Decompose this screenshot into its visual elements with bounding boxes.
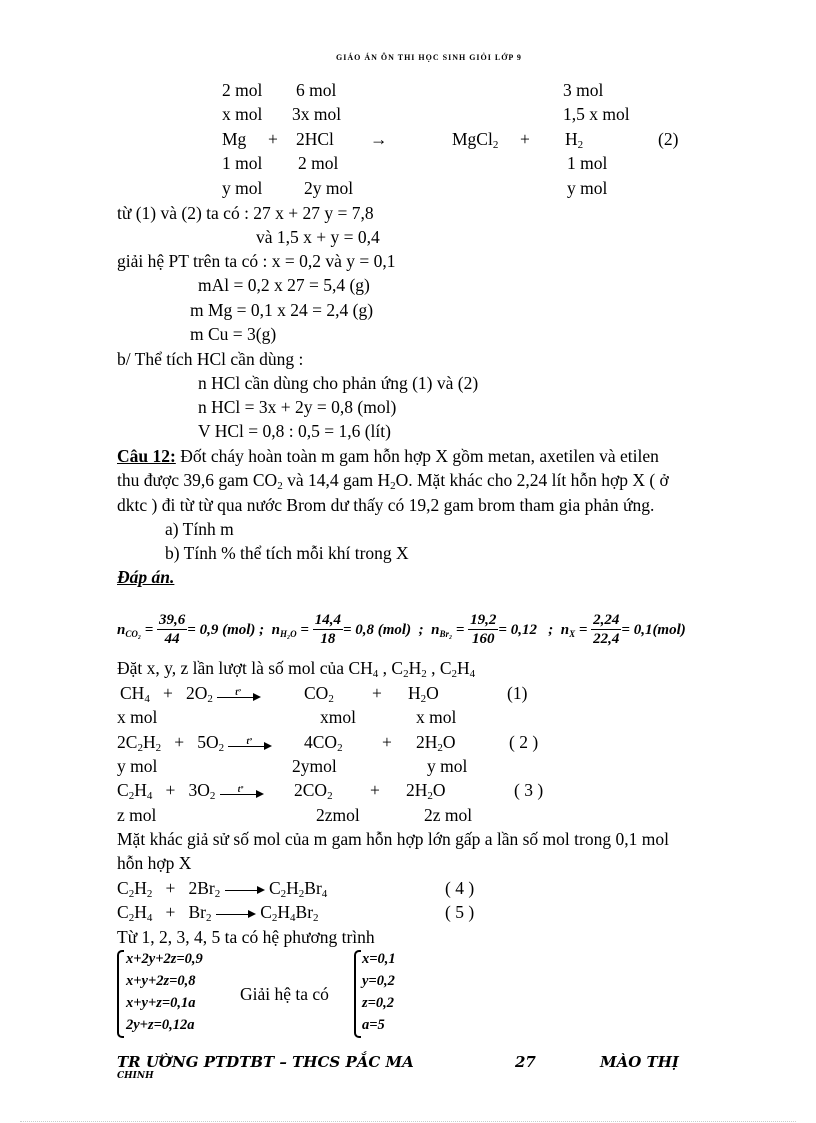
footer-school: CHINH xyxy=(117,1071,154,1081)
page-bottom-divider xyxy=(20,1121,796,1122)
reaction-number: ( 5 ) xyxy=(445,902,475,922)
question-part-a: a) Tính m xyxy=(165,519,234,539)
mole-text: y mol xyxy=(117,756,158,776)
solution-value: z=0,2 xyxy=(362,995,395,1011)
part-b-title: b/ Thể tích HCl cần dùng : xyxy=(117,349,304,369)
solution-value: y=0,2 xyxy=(362,973,395,989)
mole-text: y mol xyxy=(222,178,263,198)
mole-text: y mol xyxy=(567,178,608,198)
mole-text: x mol xyxy=(117,707,158,727)
product: MgCl2 xyxy=(452,129,499,151)
system-equation: x+2y+2z=0,9 xyxy=(126,951,203,967)
reaction-1-product: CO2 xyxy=(304,683,334,705)
reaction-number: (2) xyxy=(658,129,679,149)
question-part-b: b) Tính % thể tích mỗi khí trong X xyxy=(165,543,409,563)
page-number: 27 xyxy=(515,1053,536,1071)
mole-text: 1 mol xyxy=(567,153,608,173)
plus-sign: + xyxy=(520,129,530,149)
mole-text: 1,5 x mol xyxy=(563,104,630,124)
question-text: thu được 39,6 gam CO2 và 14,4 gam H2O. Mặt khác cho 2,24 lít hỗn hợp X ( ở xyxy=(117,470,669,492)
mole-text: y mol xyxy=(427,756,468,776)
system-equation: 2y+z=0,12a xyxy=(126,1017,195,1033)
plus-sign: + xyxy=(370,780,380,800)
reaction-1: CH4 + 2O2 tº xyxy=(120,683,261,703)
reaction-2-product: 2H2O xyxy=(416,732,456,754)
product: H2 xyxy=(565,129,584,151)
assumption-text: Mặt khác giả sử số mol của m gam hỗn hợp lớn gấp a lần số mol trong 0,1 mol xyxy=(117,829,669,849)
mole-text: x mol xyxy=(416,707,457,727)
system-equation: x+y+z=0,1a xyxy=(126,995,196,1011)
solution-value: x=0,1 xyxy=(362,951,396,967)
mole-text: 2z mol xyxy=(424,805,473,825)
question-text: dktc ) đi từ từ qua nước Brom dư thấy có 19,2 gam brom tham gia phản ứng. xyxy=(117,495,655,515)
reaction-5: C2H4 + Br2 C2H4Br2 xyxy=(117,902,319,924)
equation-line: từ (1) và (2) ta có : 27 x + 27 y = 7,8 xyxy=(117,203,374,223)
system-intro: Từ 1, 2, 3, 4, 5 ta có hệ phương trình xyxy=(117,927,375,947)
reaction-number: ( 2 ) xyxy=(509,732,539,752)
mass-mg: m Mg = 0,1 x 24 = 2,4 (g) xyxy=(190,300,374,320)
footer-school: TR ƯỜNG PTDTBT – THCS PẮC MA xyxy=(117,1053,414,1071)
solve-label: Giải hệ ta có xyxy=(240,984,329,1004)
reaction-arrow: tº xyxy=(220,785,264,799)
reaction-arrow: → xyxy=(370,129,388,149)
reaction-number: ( 3 ) xyxy=(514,780,544,800)
left-brace xyxy=(354,950,361,1038)
page-header: GIÁO ÁN ÔN THI HỌC SINH GIỎI LỚP 9 xyxy=(336,53,522,62)
plus-sign: + xyxy=(382,732,392,752)
mole-text: 2 mol xyxy=(298,153,339,173)
mass-cu: m Cu = 3(g) xyxy=(190,324,277,344)
mole-text: 6 mol xyxy=(296,80,337,100)
left-brace xyxy=(117,950,124,1038)
footer-author: MÀO THỊ xyxy=(600,1053,679,1071)
text-line: n HCl cần dùng cho phản ứng (1) và (2) xyxy=(198,373,479,393)
text-line: n HCl = 3x + 2y = 0,8 (mol) xyxy=(198,397,397,417)
mole-formula-line: nCO₂ = $\frac{39,6}{44}$ = 0,9 (mol) ; nH₂O = $\frac{14,4}{18}$ = 0,8 (mol) ; nBr₂ = $\frac{19,2}{160}$ = 0,12 ; nX = $\frac{2,24}{22,4}$ = 0,1(mol) xyxy=(117,612,686,648)
reaction-3-product: 2CO2 xyxy=(294,780,333,802)
mole-text: 2 mol xyxy=(222,80,263,100)
text-line: V HCl = 0,8 : 0,5 = 1,6 (lít) xyxy=(198,421,391,441)
plus-sign: + xyxy=(268,129,278,149)
mole-text: z mol xyxy=(117,805,157,825)
reaction-3: C2H4 + 3O2 tº xyxy=(117,780,264,800)
mole-text: 2ymol xyxy=(292,756,337,776)
mole-text: 3 mol xyxy=(563,80,604,100)
solution-value: a=5 xyxy=(362,1017,385,1033)
mole-text: 2zmol xyxy=(316,805,360,825)
mass-al: mAl = 0,2 x 27 = 5,4 (g) xyxy=(198,275,370,295)
mole-text: 1 mol xyxy=(222,153,263,173)
variable-definition: Đặt x, y, z lần lượt là số mol của CH4 , C2H2 , C2H4 xyxy=(117,658,476,680)
answer-heading: Đáp án. xyxy=(117,567,175,587)
reaction-arrow: tº xyxy=(228,737,272,751)
question-label: Câu 12: xyxy=(117,446,176,466)
reactant: Mg xyxy=(222,129,247,149)
reaction-number: ( 4 ) xyxy=(445,878,475,898)
mole-text: x mol xyxy=(222,104,263,124)
reaction-number: (1) xyxy=(507,683,528,703)
system-equation: x+y+2z=0,8 xyxy=(126,973,196,989)
solve-line: giải hệ PT trên ta có : x = 0,2 và y = 0,1 xyxy=(117,251,396,271)
mole-text: 2y mol xyxy=(304,178,354,198)
reaction-3-product: 2H2O xyxy=(406,780,446,802)
reaction-4: C2H2 + 2Br2 C2H2Br4 xyxy=(117,878,328,900)
reactant: 2HCl xyxy=(296,129,334,149)
reaction-2-product: 4CO2 xyxy=(304,732,343,754)
mole-text: xmol xyxy=(320,707,356,727)
question-text: Câu 12: Đốt cháy hoàn toàn m gam hỗn hợp X gồm metan, axetilen và etilen xyxy=(117,446,659,466)
reaction-1-product: H2O xyxy=(408,683,439,705)
equation-line: và 1,5 x + y = 0,4 xyxy=(256,227,380,247)
plus-sign: + xyxy=(372,683,382,703)
reaction-2: 2C2H2 + 5O2 tº xyxy=(117,732,272,752)
mole-text: 3x mol xyxy=(292,104,342,124)
assumption-text: hỗn hợp X xyxy=(117,853,192,873)
reaction-arrow: tº xyxy=(217,688,261,702)
